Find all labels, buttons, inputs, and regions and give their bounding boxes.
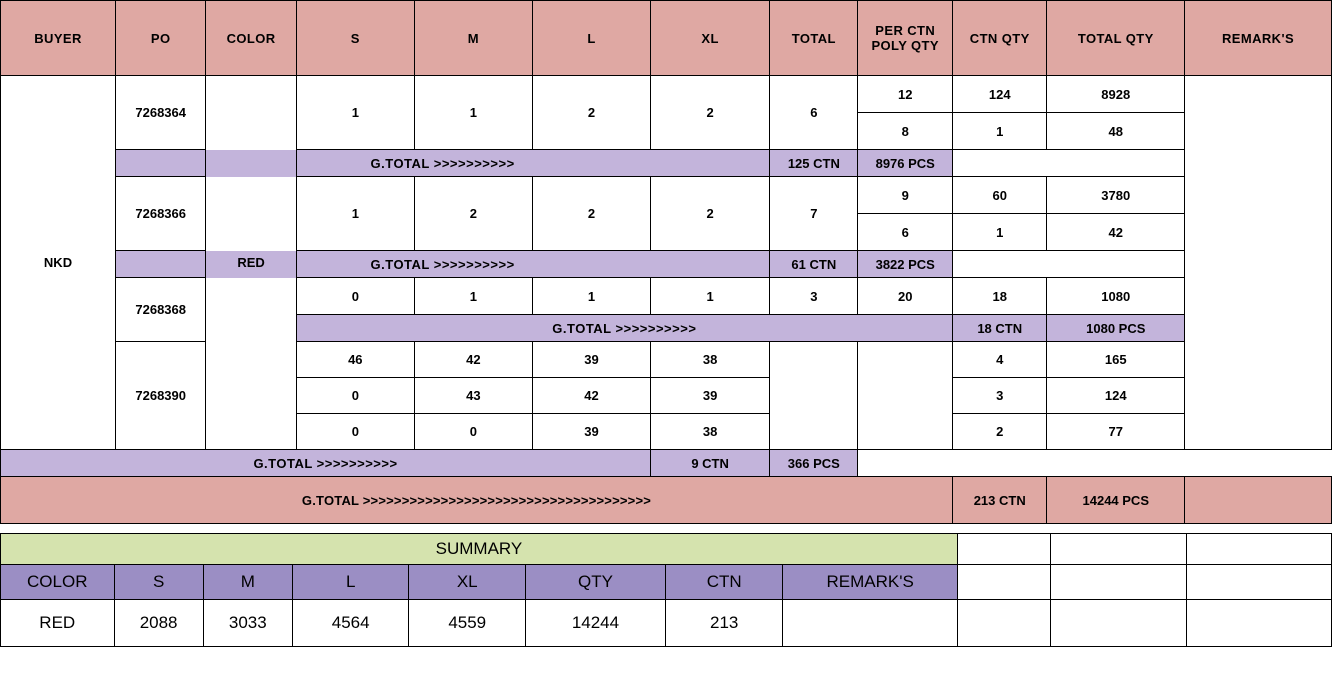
grand-total-ctn: 213 CTN	[952, 477, 1046, 524]
subtotal-pcs: 1080 PCS	[1047, 315, 1185, 342]
summary-header-color: COLOR	[1, 565, 115, 600]
subtotal-pcs: 366 PCS	[770, 450, 858, 477]
spacer-cell	[296, 524, 414, 533]
summary-filler-cell	[1186, 600, 1331, 647]
cell-ctn-qty: 3	[952, 378, 1046, 414]
cell-l: 2	[532, 177, 650, 251]
cell-m: 1	[414, 76, 532, 150]
summary-header-m: M	[203, 565, 292, 600]
cell-xl: 1	[651, 278, 770, 315]
summary-cell-m: 3033	[203, 600, 292, 647]
header-color: COLOR	[206, 1, 296, 76]
spacer-cell	[651, 524, 770, 533]
summary-header-remarks: REMARK'S	[783, 565, 957, 600]
summary-header-s: S	[114, 565, 203, 600]
header-size-l: L	[532, 1, 650, 76]
cell-s: 0	[296, 414, 414, 450]
cell-xl: 38	[651, 342, 770, 378]
cell-s: 46	[296, 342, 414, 378]
spacer-cell	[1047, 524, 1185, 533]
spacer-cell	[770, 524, 858, 533]
summary-header-qty: QTY	[526, 565, 666, 600]
spacer-cell	[1185, 524, 1332, 533]
header-remarks: REMARK'S	[1185, 1, 1332, 76]
table-row	[1, 278, 1332, 315]
table-row	[1, 342, 1332, 378]
summary-cell-qty: 14244	[526, 600, 666, 647]
header-per-ctn-line2: POLY QTY	[871, 38, 939, 53]
cell-m: 43	[414, 378, 532, 414]
summary-filler-cell	[957, 534, 1050, 565]
summary-filler-cell	[1051, 600, 1187, 647]
cell-total: 3	[770, 278, 858, 315]
cell-per-ctn: 9	[858, 177, 952, 214]
subtotal-ctn: 61 CTN	[770, 251, 858, 278]
cell-total-qty: 48	[1047, 113, 1185, 150]
cell-po-1: 7268364	[116, 76, 206, 150]
grand-total-label: G.TOTAL >>>>>>>>>>>>>>>>>>>>>>>>>>>>>>>>>>>>>	[1, 477, 953, 524]
cell-remarks	[1185, 76, 1332, 450]
cell-total-qty: 165	[1047, 342, 1185, 378]
spacer-cell	[858, 524, 953, 533]
cell-po-2: 7268366	[116, 177, 206, 251]
cell-ctn-qty: 18	[952, 278, 1046, 315]
cell-total-qty: 124	[1047, 378, 1185, 414]
cell-l: 39	[532, 342, 650, 378]
grand-total-pcs: 14244 PCS	[1047, 477, 1185, 524]
spacer-cell	[115, 524, 205, 533]
spacer-cell	[953, 524, 1048, 533]
cell-l: 39	[532, 414, 650, 450]
cell-ctn-qty: 124	[952, 76, 1046, 113]
header-total: TOTAL	[770, 1, 858, 76]
cell-l: 42	[532, 378, 650, 414]
cell-xl: 2	[651, 177, 770, 251]
summary-filler-cell	[1186, 565, 1331, 600]
cell-l: 2	[532, 76, 650, 150]
cell-per-ctn: 6	[858, 214, 952, 251]
cell-m: 2	[414, 177, 532, 251]
summary-header-l: L	[292, 565, 409, 600]
subtotal-row	[1, 251, 1332, 278]
subtotal-label: G.TOTAL >>>>>>>>>>	[116, 150, 770, 177]
summary-filler-cell	[957, 600, 1050, 647]
cell-ctn-qty: 1	[952, 214, 1046, 251]
subtotal-ctn: 125 CTN	[770, 150, 858, 177]
subtotal-pcs: 8976 PCS	[858, 150, 952, 177]
header-per-ctn-poly-qty	[858, 1, 952, 76]
spacer-row	[0, 524, 1332, 533]
summary-filler-cell	[1051, 565, 1187, 600]
cell-total-qty: 3780	[1047, 177, 1185, 214]
cell-ctn-qty: 60	[952, 177, 1046, 214]
subtotal-ctn: 9 CTN	[651, 450, 770, 477]
cell-total-qty: 1080	[1047, 278, 1185, 315]
cell-total	[770, 342, 858, 450]
cell-m: 0	[414, 414, 532, 450]
header-size-m: M	[414, 1, 532, 76]
summary-cell-s: 2088	[114, 600, 203, 647]
cell-per-ctn: 20	[858, 278, 952, 315]
cell-color: RED	[206, 76, 296, 450]
summary-cell-l: 4564	[292, 600, 409, 647]
summary-title: SUMMARY	[1, 534, 958, 565]
cell-s: 1	[296, 177, 414, 251]
cell-buyer: NKD	[1, 76, 116, 450]
cell-s: 1	[296, 76, 414, 150]
cell-m: 42	[414, 342, 532, 378]
spacer-cell	[206, 524, 296, 533]
spacer-cell	[532, 524, 650, 533]
summary-header-ctn: CTN	[665, 565, 783, 600]
summary-cell-xl: 4559	[409, 600, 526, 647]
cell-s: 0	[296, 378, 414, 414]
header-size-xl: XL	[651, 1, 770, 76]
cell-total-qty: 8928	[1047, 76, 1185, 113]
spacer-grid	[0, 524, 1332, 533]
cell-total: 6	[770, 76, 858, 150]
cell-ctn-qty: 1	[952, 113, 1046, 150]
summary-header-row	[1, 565, 1332, 600]
cell-ctn-qty: 2	[952, 414, 1046, 450]
header-size-s: S	[296, 1, 414, 76]
header-total-qty: TOTAL QTY	[1047, 1, 1185, 76]
cell-total: 7	[770, 177, 858, 251]
spacer-cell	[414, 524, 532, 533]
spacer-cell	[0, 524, 115, 533]
summary-filler-cell	[1051, 534, 1187, 565]
cell-xl: 2	[651, 76, 770, 150]
table-row	[1, 76, 1332, 113]
summary-data-row	[1, 600, 1332, 647]
subtotal-label: G.TOTAL >>>>>>>>>>	[116, 251, 770, 278]
cell-total-qty: 77	[1047, 414, 1185, 450]
cell-po-4: 7268390	[116, 342, 206, 450]
subtotal-label: G.TOTAL >>>>>>>>>>	[296, 315, 952, 342]
subtotal-label: G.TOTAL >>>>>>>>>>	[1, 450, 651, 477]
grand-total-remarks	[1185, 477, 1332, 524]
table-header-row	[1, 1, 1332, 76]
cell-xl: 38	[651, 414, 770, 450]
cell-total-qty: 42	[1047, 214, 1185, 251]
subtotal-row	[1, 450, 1332, 477]
grand-total-row	[1, 477, 1332, 524]
cell-per-ctn	[858, 342, 952, 450]
cell-ctn-qty: 4	[952, 342, 1046, 378]
table-row	[1, 177, 1332, 214]
cell-po-3: 7268368	[116, 278, 206, 342]
summary-cell-color: RED	[1, 600, 115, 647]
subtotal-row	[1, 150, 1332, 177]
cell-per-ctn: 12	[858, 76, 952, 113]
subtotal-ctn: 18 CTN	[952, 315, 1046, 342]
cell-s: 0	[296, 278, 414, 315]
cell-xl: 39	[651, 378, 770, 414]
summary-table	[0, 533, 1332, 647]
header-buyer: BUYER	[1, 1, 116, 76]
summary-cell-ctn: 213	[665, 600, 783, 647]
summary-title-row	[1, 534, 1332, 565]
summary-cell-remarks	[783, 600, 957, 647]
header-ctn-qty: CTN QTY	[952, 1, 1046, 76]
cell-m: 1	[414, 278, 532, 315]
cell-l: 1	[532, 278, 650, 315]
header-per-ctn-line1: PER CTN	[875, 23, 936, 38]
subtotal-pcs: 3822 PCS	[858, 251, 952, 278]
cell-per-ctn: 8	[858, 113, 952, 150]
header-po: PO	[116, 1, 206, 76]
summary-filler-cell	[1186, 534, 1331, 565]
summary-header-xl: XL	[409, 565, 526, 600]
summary-filler-cell	[957, 565, 1050, 600]
